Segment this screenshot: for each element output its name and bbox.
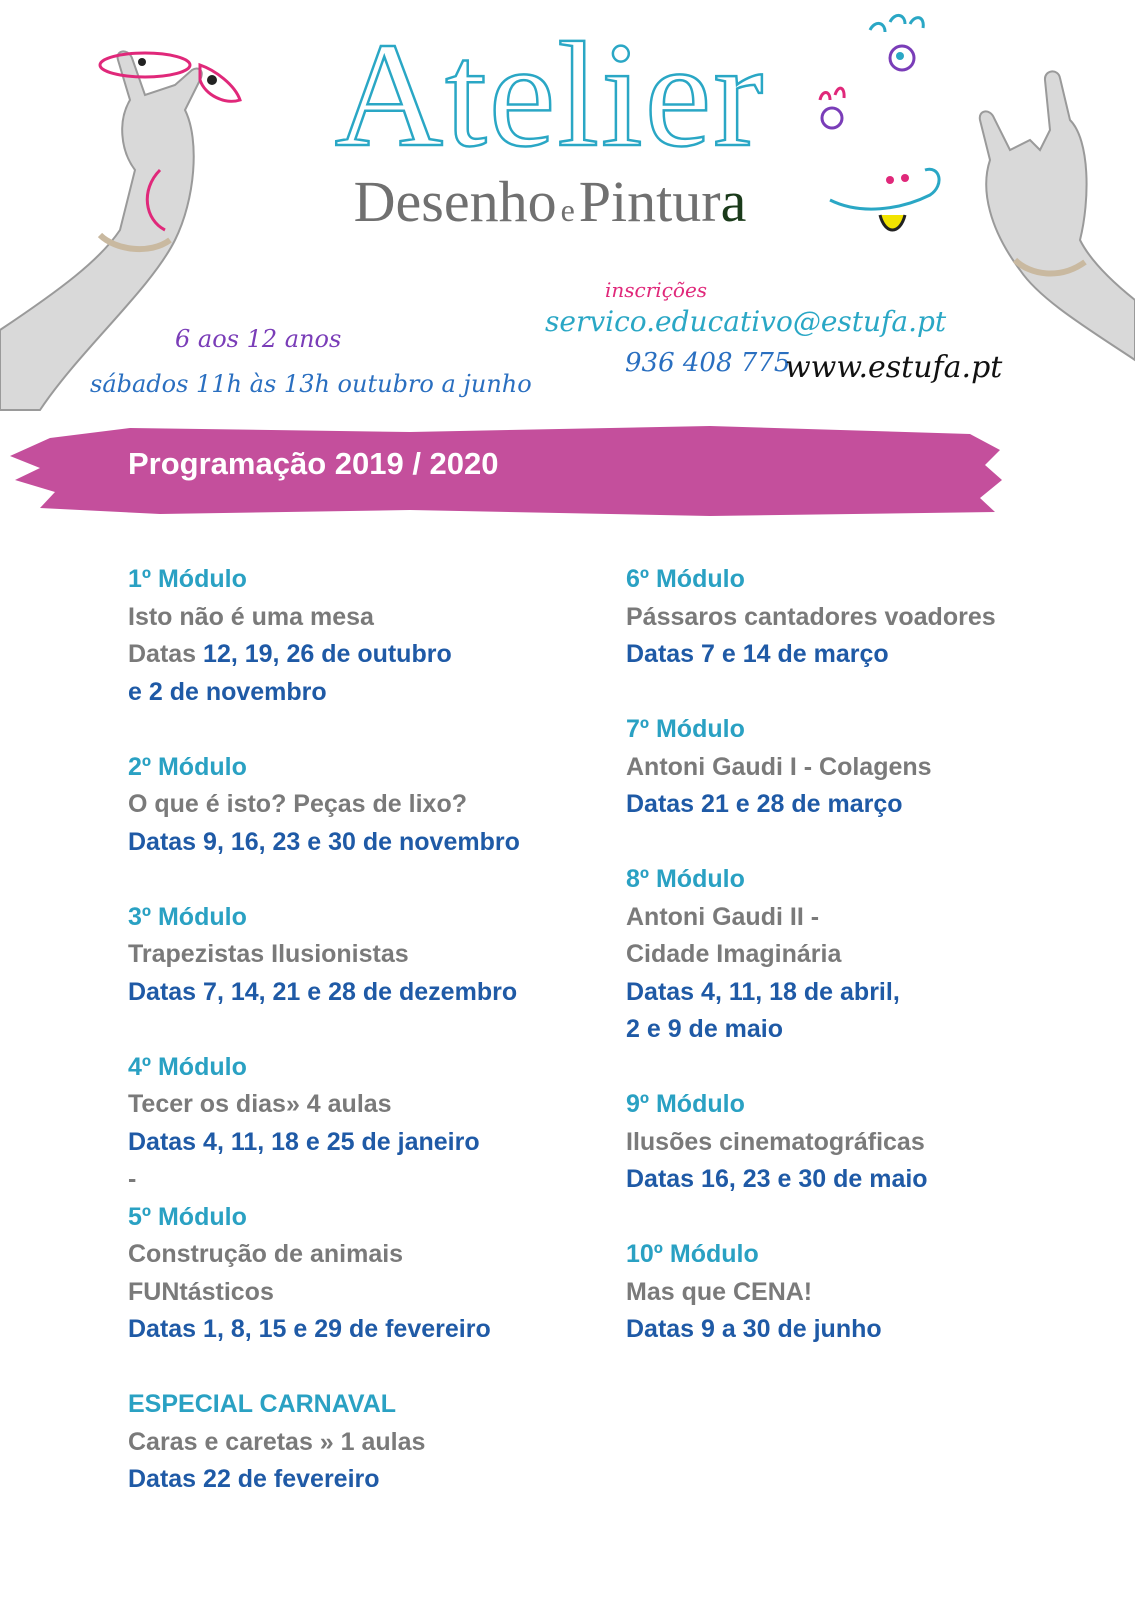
module-carnaval [128, 1386, 598, 1499]
age-range: 6 aos 12 anos [175, 325, 342, 353]
contact-email[interactable]: servico.educativo@estufa.pt [545, 305, 947, 338]
module-heading: 10º Módulo [626, 1240, 759, 1268]
subtitle-conjunction: e [560, 192, 575, 228]
module-heading: 7º Módulo [626, 715, 745, 743]
module-separator: - [128, 1165, 137, 1193]
module-dates: Datas 21 e 28 de março [626, 790, 903, 818]
module-heading: 1º Módulo [128, 565, 247, 593]
module-10 [626, 1236, 1106, 1349]
modules-right-column [626, 561, 1106, 1386]
module-heading: 2º Módulo [128, 752, 247, 781]
module-heading: 5º Módulo [128, 1202, 247, 1231]
module-heading: 8º Módulo [626, 865, 745, 893]
module-6 [626, 561, 1106, 674]
website-link[interactable]: www.estufa.pt [785, 350, 1003, 385]
module-heading: 6º Módulo [626, 565, 745, 593]
module-dates-cont: e 2 de novembro [128, 677, 327, 706]
module-5 [128, 1199, 598, 1349]
schedule-text: sábados 11h às 13h outubro a junho [90, 370, 532, 398]
module-heading: 9º Módulo [626, 1090, 745, 1118]
module-4 [128, 1049, 598, 1162]
module-title: Construção de animais [128, 1240, 404, 1268]
subtitle-last-letter: a [720, 169, 747, 234]
module-dates-cont: 2 e 9 de maio [626, 1015, 784, 1043]
contact-phone[interactable]: 936 408 775 [625, 348, 791, 378]
module-title: Caras e caretas » 1 aulas [128, 1427, 426, 1456]
module-7 [626, 711, 1106, 824]
module-dates: Datas 16, 23 e 30 de maio [626, 1165, 928, 1193]
module-title: Isto não é uma mesa [128, 602, 374, 631]
poster-header [0, 0, 1135, 420]
title-subtitle [300, 168, 800, 235]
module-2 [128, 749, 598, 862]
module-title: Mas que CENA! [626, 1277, 813, 1306]
subtitle-word-pintura: Pintur [578, 169, 721, 234]
module-3 [128, 899, 598, 1012]
left-hand-illustration [0, 0, 260, 420]
module-dates: Datas 22 de fevereiro [128, 1465, 380, 1493]
module-heading: ESPECIAL CARNAVAL [128, 1390, 397, 1418]
module-heading: 3º Módulo [128, 902, 247, 931]
module-dates: Datas 9, 16, 23 e 30 de novembro [128, 827, 520, 856]
module-title: Pássaros cantadores voadores [626, 602, 996, 631]
module-dates [128, 636, 598, 674]
module-title-cont: Cidade Imaginária [626, 940, 842, 968]
module-dates: Datas 1, 8, 15 e 29 de fevereiro [128, 1315, 491, 1343]
module-dates: Datas 9 a 30 de junho [626, 1315, 882, 1343]
module-title-cont: FUNtásticos [128, 1277, 274, 1306]
module-title: Antoni Gaudi II - [626, 902, 820, 931]
module-9 [626, 1086, 1106, 1199]
module-dates: Datas 7 e 14 de março [626, 640, 889, 668]
dates-label: Datas [128, 640, 197, 668]
module-dates: Datas 4, 11, 18 e 25 de janeiro [128, 1127, 480, 1156]
module-title: Antoni Gaudi I - Colagens [626, 752, 932, 781]
module-dates: Datas 7, 14, 21 e 28 de dezembro [128, 977, 518, 1006]
module-dates: Datas 4, 11, 18 de abril, [626, 977, 900, 1006]
module-8 [626, 861, 1106, 1049]
dates-values: 12, 19, 26 de outubro [203, 640, 452, 668]
program-title: Programação 2019 / 2020 [128, 446, 499, 481]
modules-left-column [128, 561, 598, 1536]
module-title: O que é isto? Peças de lixo? [128, 790, 467, 818]
module-title: Ilusões cinematográficas [626, 1127, 925, 1156]
title-atelier: Atelier [334, 12, 766, 178]
registration-label: inscrições [605, 278, 708, 302]
module-heading: 4º Módulo [128, 1052, 247, 1081]
module-title: Tecer os dias» 4 aulas [128, 1090, 392, 1118]
module-title: Trapezistas Ilusionistas [128, 940, 409, 968]
subtitle-word-desenho: Desenho [353, 169, 557, 234]
module-1 [128, 561, 598, 711]
